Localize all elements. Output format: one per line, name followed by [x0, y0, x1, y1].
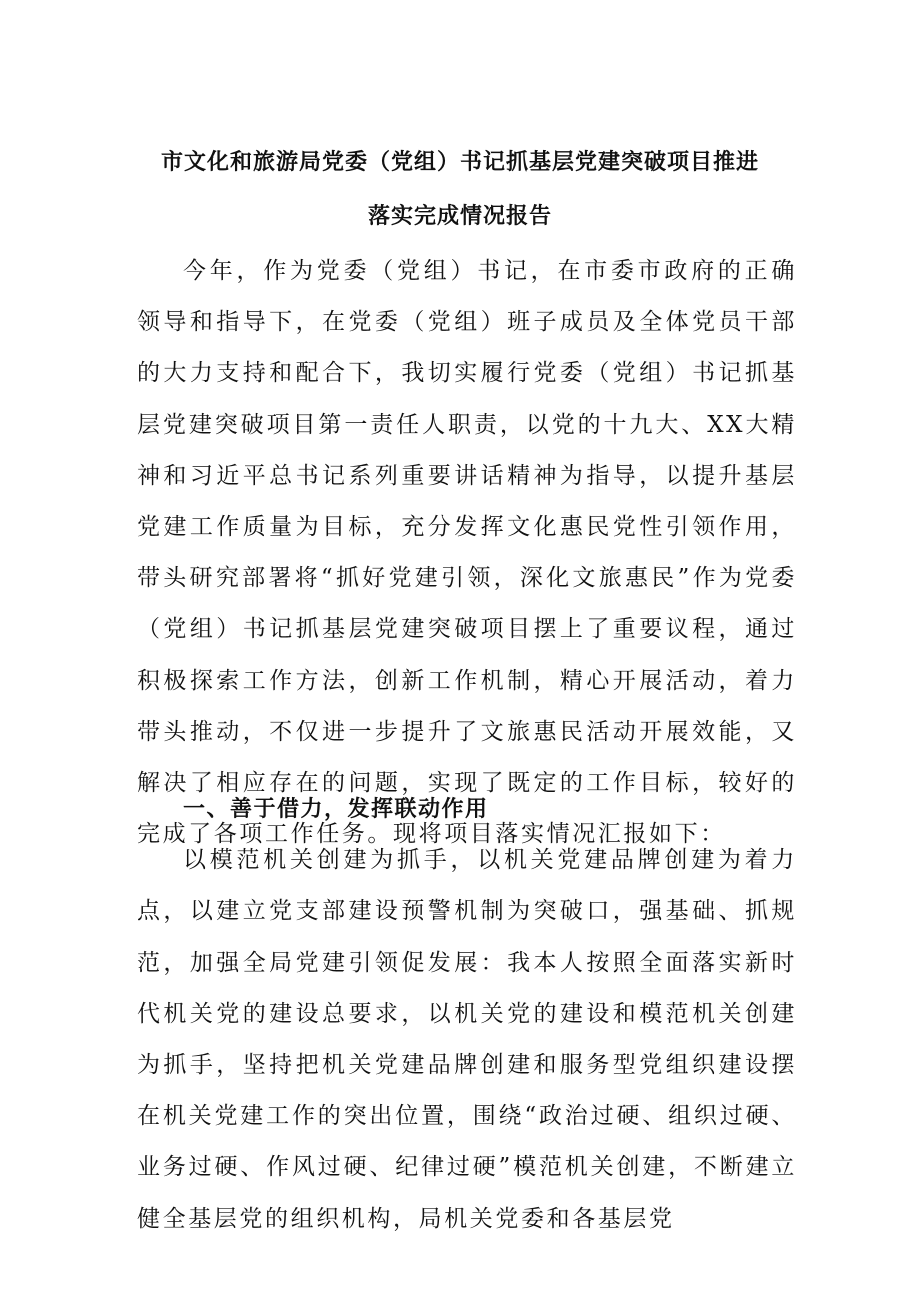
section-1-paragraph: 以模范机关创建为抓手，以机关党建品牌创建为着力点，以建立党支部建设预警机制为突破口，强基础、抓规范，加强全局党建引领促发展：我本人按照全面落实新时代机关党的建设总要求，以机关党的建设和模范机关创建为抓手，坚持把机关党建品牌创建和服务型党组织建设摆在机关党建工作的突出位置，围绕“政治过硬、组织过硬、业务过硬、作风过硬、纪律过硬”模范机关创建，不断建立健全基层党的组织机构，局机关党委和各基层党: [137, 847, 797, 1232]
intro-block: [137, 246, 797, 860]
section-1-block: [137, 784, 797, 1245]
intro-paragraph: 今年，作为党委（党组）书记，在市委市政府的正确领导和指导下，在党委（党组）班子成员及全体党员干部的大力支持和配合下，我切实履行党委（党组）书记抓基层党建突破项目第一责任人职责，以党的十九大、XX大精神和习近平总书记系列重要讲话精神为指导，以提升基层党建工作质量为目标，充分发挥文化惠民党性引领作用，带头研究部署将“抓好党建引领，深化文旅惠民”作为党委（党组）书记抓基层党建突破项目摆上了重要议程，通过积极探索工作方法，创新工作机制，精心开展活动，着力带头推动，不仅进一步提升了文旅惠民活动开展效能，又解决了相应存在的问题，实现了既定的工作目标，较好的完成了各项工作任务。现将项目落实情况汇报如下：: [137, 258, 797, 848]
section-heading-1: 一、善于借力，发挥联动作用: [183, 797, 489, 822]
document-title-line-1: 市文化和旅游局党委（党组）书记抓基层党建突破项目推进: [160, 150, 759, 175]
document-title-line-2: 落实完成情况报告: [367, 204, 552, 229]
